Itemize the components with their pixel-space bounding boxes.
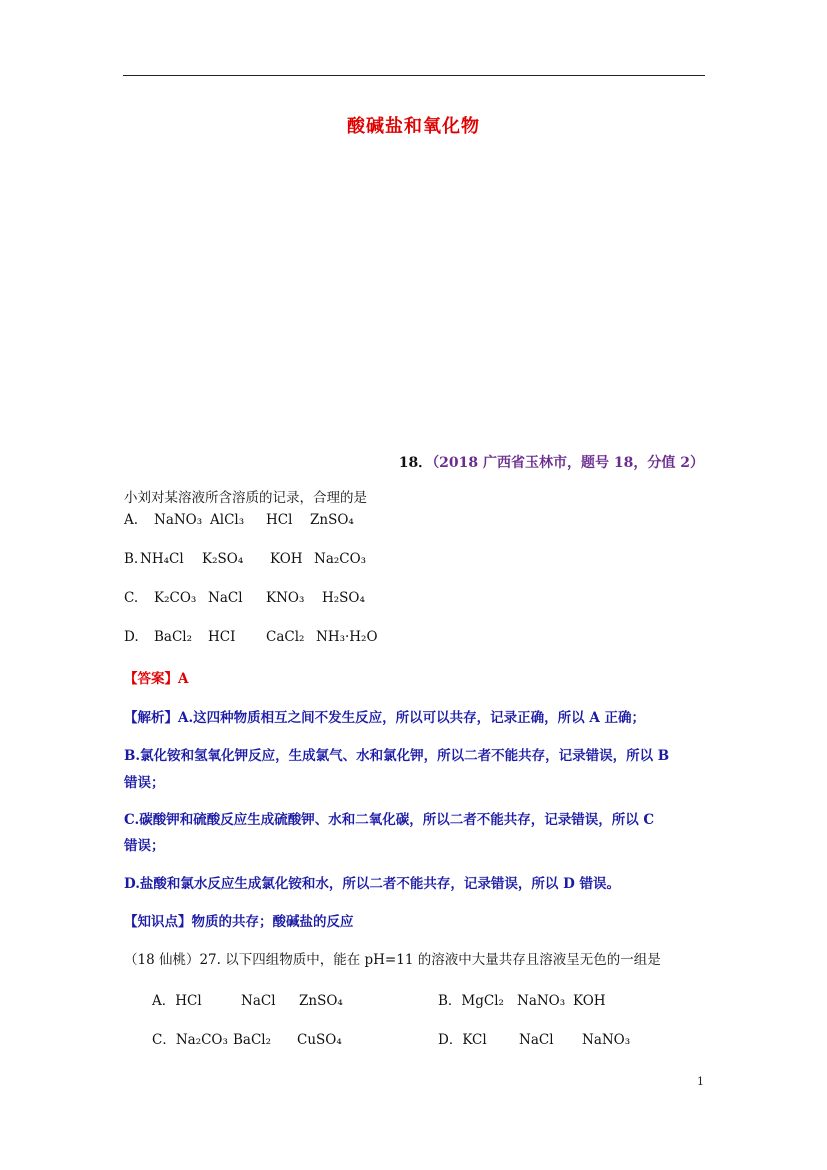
q2-option-b-item-3: KOH <box>573 993 606 1009</box>
option-b-letter: B. <box>124 551 139 567</box>
q2-option-c <box>152 1028 342 1048</box>
option-a-item-1: NaNO₃ <box>154 512 203 528</box>
option-c-item-1: K₂CO₃ <box>154 590 197 606</box>
q2-option-a-item-2: NaCl <box>241 993 276 1009</box>
question2-stem: （18 仙桃）27. 以下四组物质中，能在 pH=11 的溶液中大量共存且溶液呈无色的一组是 <box>124 952 661 968</box>
option-d-item-4: NH₃·H₂O <box>316 629 378 645</box>
q2-option-a-item-3: ZnSO₄ <box>299 993 343 1009</box>
knowledge-label: 【知识点】 <box>124 914 192 930</box>
answer-value: A <box>178 671 189 687</box>
q2-option-d-item-2: NaCl <box>519 1032 554 1048</box>
page-title: 酸碱盐和氧化物 <box>347 116 480 137</box>
knowledge-point <box>124 910 354 930</box>
q2-option-c-item-1: C．Na₂CO₃ <box>152 1032 228 1048</box>
option-c-item-3: KNO₃ <box>266 590 305 606</box>
question-stem: 小刘对某溶液所含溶质的记录，合理的是 <box>124 490 367 506</box>
option-c-item-4: H₂SO₄ <box>322 590 365 606</box>
q2-option-a <box>152 989 343 1009</box>
option-d-letter: D. <box>124 629 139 645</box>
option-d-item-2: HCI <box>208 629 236 645</box>
page-number: 1 <box>697 1075 704 1088</box>
knowledge-text: 物质的共存；酸碱盐的反应 <box>191 914 354 930</box>
analysis-c-line2: 错误； <box>124 838 165 854</box>
option-a <box>124 512 354 528</box>
option-b-item-3: KOH <box>270 551 303 567</box>
option-c-item-2: NaCl <box>208 590 243 606</box>
option-b-item-1: NH₄Cl <box>140 551 184 567</box>
analysis-label: 【解析】 <box>124 710 178 726</box>
analysis-d: D.盐酸和氯水反应生成氯化铵和水，所以二者不能共存，记录错误，所以 D 错误。 <box>124 876 621 892</box>
analysis-c-line1: C.碳酸钾和硫酸反应生成硫酸钾、水和二氧化碳，所以二者不能共存，记录错误，所以 C <box>124 812 655 828</box>
q2-option-d-item-3: NaNO₃ <box>582 1032 631 1048</box>
analysis-a-text: A.这四种物质相互之间不发生反应，所以可以共存，记录正确，所以 A 正确； <box>178 710 646 726</box>
option-a-item-2: AlCl₃ <box>210 512 245 528</box>
option-d-item-1: BaCl₂ <box>154 629 193 645</box>
question-meta: （2018 广西省玉林市，题号 18，分值 2） <box>432 455 704 471</box>
option-b <box>124 551 366 567</box>
option-a-letter: A. <box>124 512 139 528</box>
analysis-b-line1: B.氯化铵和氢氧化钾反应，生成氯气、水和氯化钾，所以二者不能共存，记录错误，所以 B <box>124 748 670 764</box>
q2-option-b <box>438 989 606 1009</box>
question-source <box>399 452 704 472</box>
q2-option-d <box>438 1028 630 1048</box>
header-rule <box>123 75 705 76</box>
analysis-b-line2: 错误； <box>124 775 165 791</box>
answer-label: 【答案】 <box>124 671 178 687</box>
option-c-letter: C. <box>124 590 139 606</box>
q2-option-a-item-1: A．HCl <box>152 993 202 1009</box>
analysis-a <box>124 706 645 726</box>
q2-option-c-item-3: CuSO₄ <box>297 1032 342 1048</box>
q2-option-c-item-2: BaCl₂ <box>233 1032 272 1048</box>
question-number: 18． <box>398 455 433 471</box>
option-b-item-4: Na₂CO₃ <box>314 551 367 567</box>
q2-option-b-item-2: NaNO₃ <box>517 993 566 1009</box>
option-a-item-3: HCl <box>266 512 293 528</box>
option-d-item-3: CaCl₂ <box>266 629 305 645</box>
q2-option-b-item-1: B．MgCl₂ <box>438 993 504 1009</box>
q2-option-d-item-1: D．KCl <box>438 1032 487 1048</box>
option-b-item-2: K₂SO₄ <box>202 551 244 567</box>
option-d <box>124 629 378 645</box>
answer-line <box>124 667 188 687</box>
option-a-item-4: ZnSO₄ <box>310 512 354 528</box>
option-c <box>124 590 365 606</box>
